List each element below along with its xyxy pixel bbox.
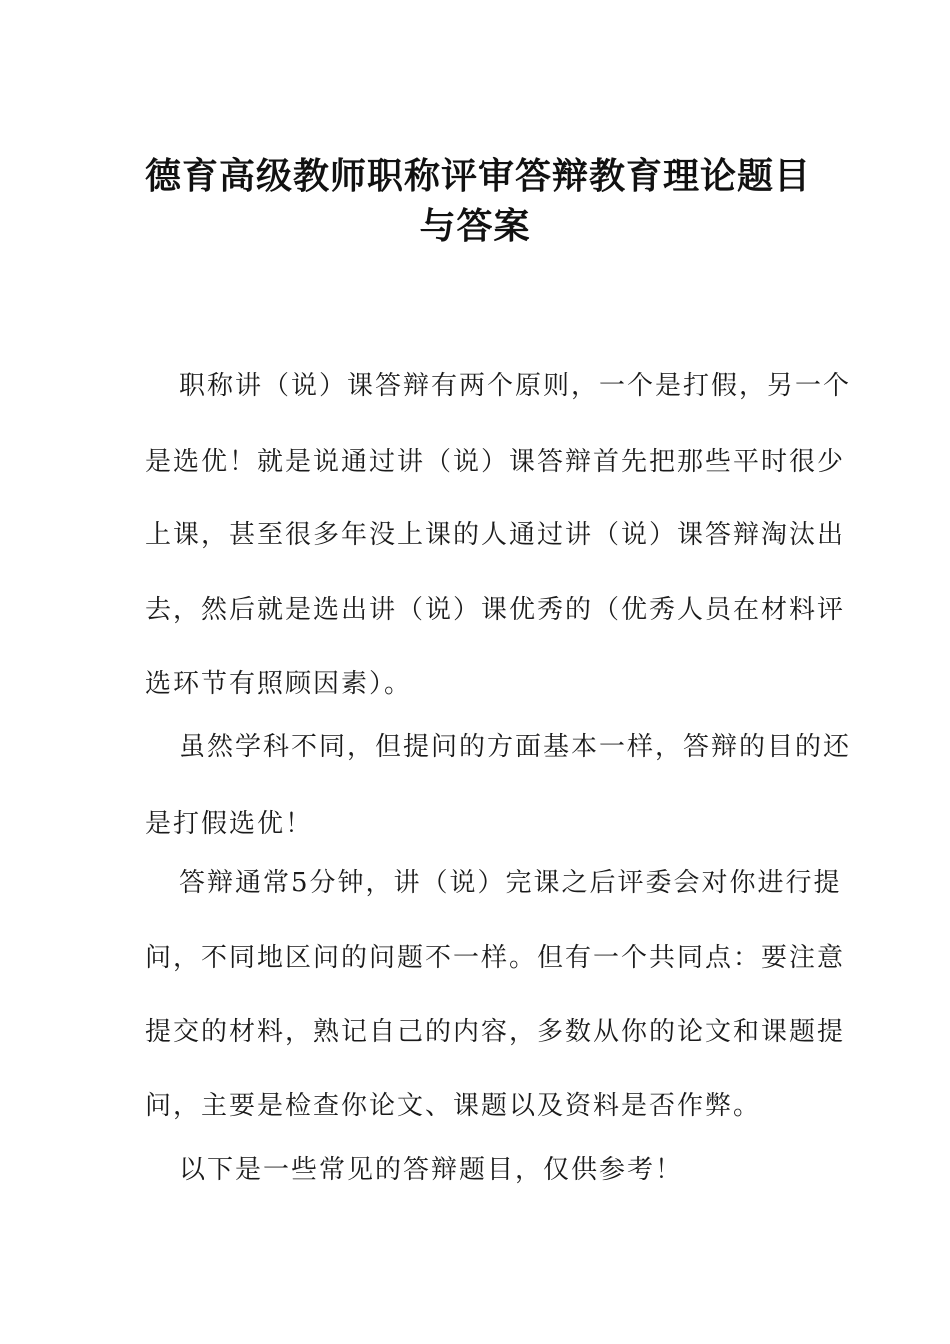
paragraph-line: 提交的材料，熟记自己的内容，多数从你的论文和课题提 xyxy=(145,1017,846,1047)
paragraph-line: 问，主要是检查你论文、课题以及资料是否作弊。 xyxy=(145,1091,762,1121)
paragraph-line: 选环节有照顾因素）。 xyxy=(145,669,413,699)
document-title-line-2: 与答案 xyxy=(419,206,531,247)
paragraph-line: 是打假选优！ xyxy=(145,809,314,839)
paragraph-line: 是选优！就是说通过讲（说）课答辩首先把那些平时很少 xyxy=(145,447,846,477)
paragraph-line: 虽然学科不同，但提问的方面基本一样，答辩的目的还 xyxy=(179,732,852,762)
paragraph-line: 上课，甚至很多年没上课的人通过讲（说）课答辩淘汰出 xyxy=(145,520,846,550)
paragraph-line: 问，不同地区问的问题不一样。但有一个共同点：要注意 xyxy=(145,943,846,973)
paragraph-line: 职称讲（说）课答辩有两个原则，一个是打假，另一个 xyxy=(179,371,852,401)
paragraph-line: 答辩通常5分钟，讲（说）完课之后评委会对你进行提 xyxy=(179,868,842,898)
paragraph-line: 去，然后就是选出讲（说）课优秀的（优秀人员在材料评 xyxy=(145,595,846,625)
document-title-line-1: 德育高级教师职称评审答辩教育理论题目 xyxy=(145,156,812,197)
paragraph-line: 以下是一些常见的答辩题目，仅供参考！ xyxy=(179,1155,684,1185)
